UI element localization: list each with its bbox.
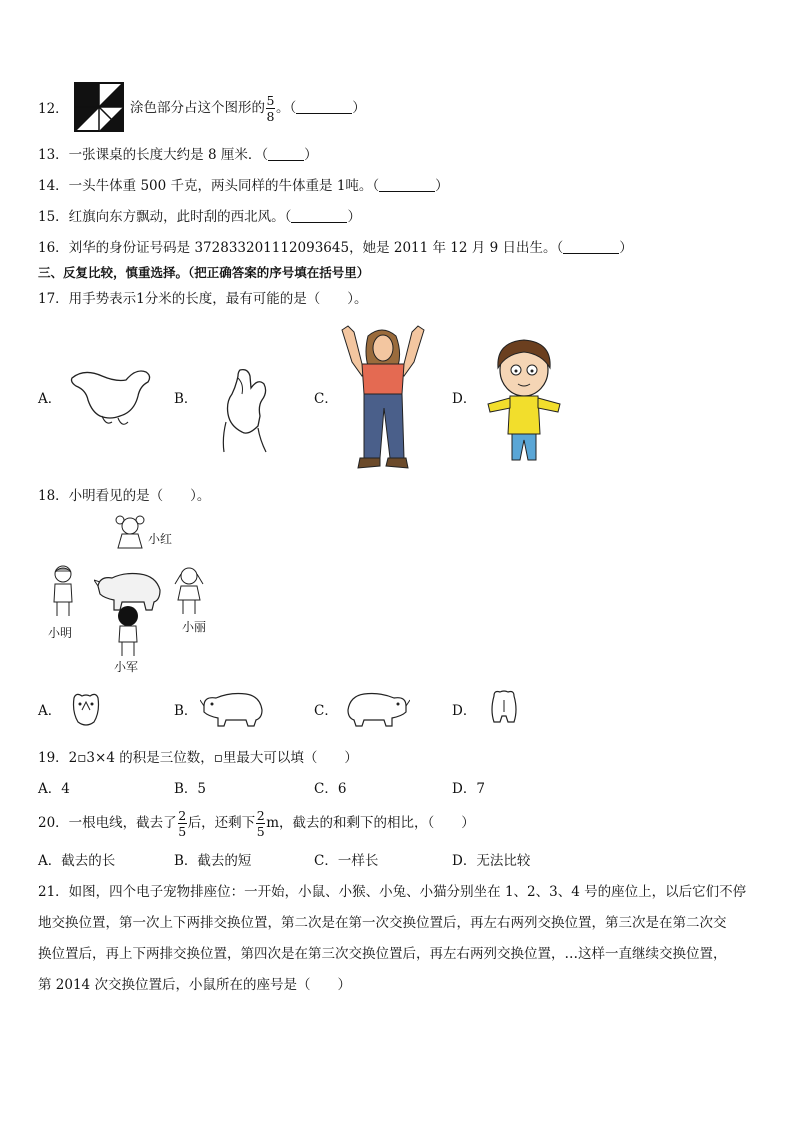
fraction	[178, 809, 187, 838]
person-arms-raised-icon	[338, 322, 428, 474]
rhino-left-view-icon	[200, 690, 266, 728]
fraction-denominator: 8	[266, 109, 275, 124]
question-text: m，截去的和剩下的相比，（ ）	[266, 815, 475, 831]
option-a[interactable]: A．	[38, 391, 62, 407]
question-21-line: 第 2014 次交换位置后，小鼠所在的座号是（ ）	[38, 977, 351, 993]
option-a[interactable]: A．截去的长	[38, 853, 116, 869]
option-a[interactable]: A．	[38, 703, 62, 719]
option-d[interactable]: D．	[452, 391, 477, 407]
rhino-right-view-icon	[340, 690, 410, 728]
question-21-line: 21．如图，四个电子宠物排座位：一开始，小鼠、小猴、小兔、小猫分别坐在 1、2、3、4 号的座位上，以后它们不停	[38, 884, 747, 900]
shaded-square-figure-icon	[74, 82, 124, 132]
hand-pinch-icon	[218, 366, 274, 454]
question-text: 16．刘华的身份证号码是 372833201112093645，她是 2011 年 12 月 9 日出生。（	[38, 240, 564, 256]
question-13	[38, 146, 318, 164]
girl-xiaohong-figure-icon	[110, 514, 150, 554]
close-paren: ）	[619, 240, 633, 256]
answer-blank[interactable]	[296, 99, 352, 114]
option-b[interactable]: B．5	[174, 781, 207, 797]
close-paren: ）	[347, 209, 361, 225]
question-18: 18．小明看见的是（ ）。	[38, 488, 211, 504]
question-16	[38, 239, 633, 257]
rhino-back-view-icon	[486, 686, 522, 728]
question-text: 20．一根电线，截去了	[38, 815, 177, 831]
option-c[interactable]: C．	[314, 703, 338, 719]
option-a[interactable]: A．4	[38, 781, 70, 797]
question-text: 。（	[276, 100, 297, 116]
fraction-numerator: 5	[266, 93, 275, 108]
fraction-denominator: 5	[178, 824, 187, 839]
close-paren: ）	[304, 147, 318, 163]
fraction-numerator: 2	[256, 808, 265, 823]
fraction-denominator: 5	[256, 824, 265, 839]
fraction	[266, 94, 275, 123]
question-text: 后，还剩下	[187, 815, 256, 831]
boy-xiaoming-figure-icon	[48, 564, 78, 620]
option-c[interactable]: C．	[314, 391, 338, 407]
answer-blank[interactable]	[379, 177, 435, 192]
close-paren: ）	[352, 100, 366, 116]
option-d[interactable]: D．7	[452, 781, 485, 797]
section-title: 三、反复比较，慎重选择。（把正确答案的序号填在括号里）	[38, 265, 370, 280]
question-text: 15．红旗向东方飘动，此时刮的西北风。（	[38, 209, 292, 225]
label-xiaohong: 小红	[148, 532, 173, 546]
option-b[interactable]: B．截去的短	[174, 853, 252, 869]
option-c[interactable]: C．一样长	[314, 853, 379, 869]
label-xiaojun: 小军	[114, 660, 139, 674]
question-number: 12．	[38, 101, 69, 117]
question-19: 19．2▫3×4 的积是三位数，▫里最大可以填（ ）	[38, 750, 358, 766]
answer-blank[interactable]	[268, 146, 304, 161]
question-14	[38, 177, 449, 195]
question-15	[38, 208, 361, 226]
option-d[interactable]: D．无法比较	[452, 853, 531, 869]
option-c[interactable]: C．6	[314, 781, 347, 797]
question-text: 涂色部分占这个图形的	[130, 100, 265, 116]
girl-xiaoli-figure-icon	[172, 566, 206, 616]
close-paren: ）	[435, 178, 449, 194]
answer-blank[interactable]	[291, 208, 347, 223]
question-21-line: 地交换位置，第一次上下两排交换位置，第二次是在第一次交换位置后，再左右两列交换位置，第三次是在第二次交	[38, 915, 727, 931]
fraction	[256, 809, 265, 838]
question-12	[38, 100, 69, 118]
question-text: 13．一张课桌的长度大约是 8 厘米．（	[38, 147, 269, 163]
option-b[interactable]: B．	[174, 391, 198, 407]
label-xiaoli: 小丽	[182, 620, 207, 634]
question-12-text	[130, 94, 366, 123]
question-20	[38, 806, 475, 840]
answer-blank[interactable]	[563, 239, 619, 254]
option-d[interactable]: D．	[452, 703, 477, 719]
label-xiaoming: 小明	[48, 626, 73, 640]
option-b[interactable]: B．	[174, 703, 198, 719]
fraction-numerator: 2	[178, 808, 187, 823]
rhino-front-view-icon	[66, 688, 106, 728]
boy-xiaojun-figure-icon	[112, 604, 144, 658]
hand-bird-shadow-icon	[66, 364, 156, 430]
question-21-line: 换位置后，再上下两排交换位置，第四次是在第三次交换位置后，再左右两列交换位置，…这样一直继续交换位置，	[38, 946, 727, 962]
boy-arms-spread-icon	[484, 336, 566, 462]
question-text: 14．一头牛体重 500 千克，两头同样的牛体重是 1吨。（	[38, 178, 380, 194]
question-17: 17．用手势表示1分米的长度，最有可能的是（ ）。	[38, 291, 368, 307]
